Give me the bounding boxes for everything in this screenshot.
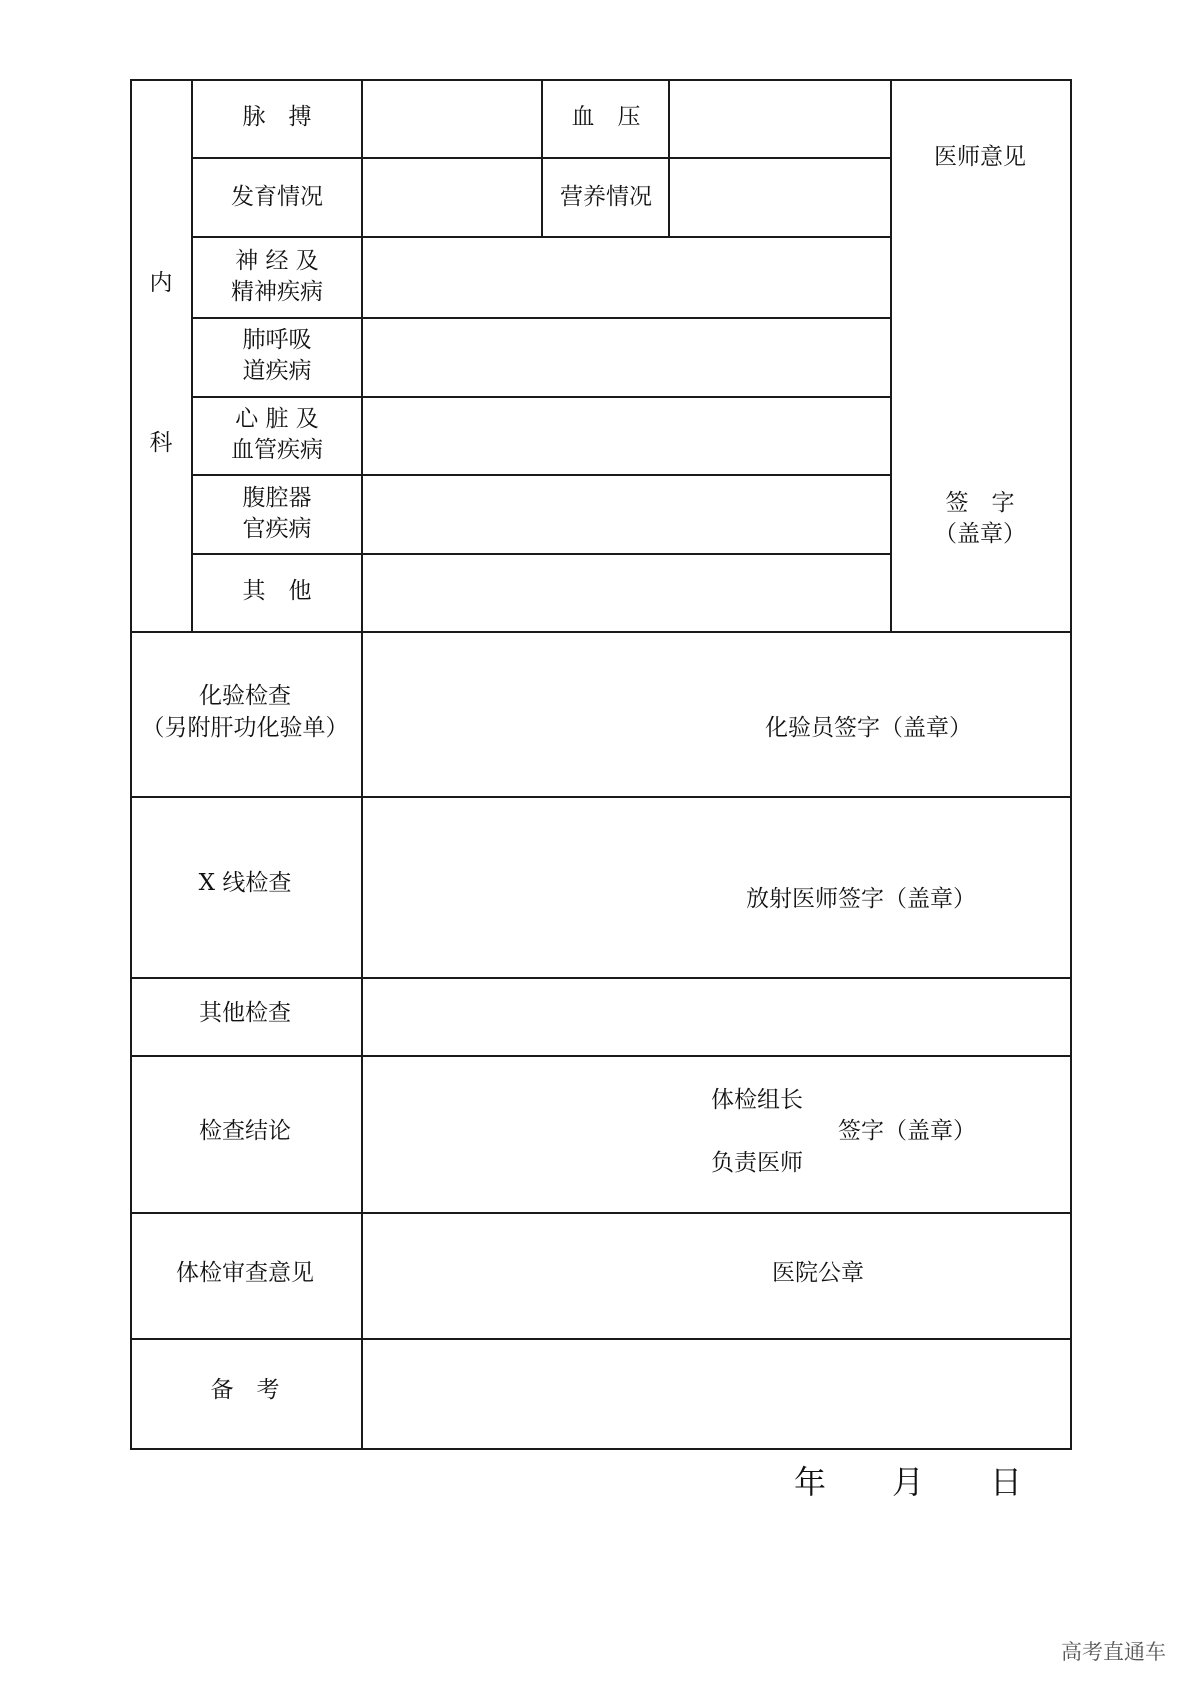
lab-label-line2: （另附肝功化验单） [141, 715, 349, 741]
heart-label-line1: 心 脏 及 [235, 406, 319, 432]
blood-pressure-value-cell[interactable] [670, 81, 889, 156]
section-line [130, 1055, 1071, 1057]
divider-opinion-col [890, 79, 892, 632]
divider-side-label [191, 79, 193, 632]
doctor-opinion-label: 医师意见 [934, 144, 1026, 170]
date-year: 年 [794, 1463, 827, 1501]
date-month: 月 [892, 1463, 925, 1501]
conclusion-doctor-label: 负责医师 [711, 1150, 803, 1176]
date-day: 日 [990, 1463, 1023, 1501]
table-border-right [1070, 79, 1072, 1450]
conclusion-label: 检查结论 [199, 1118, 291, 1144]
development-value-cell[interactable] [363, 159, 540, 235]
pulse-label: 脉 搏 [242, 104, 312, 130]
conclusion-leader-label: 体检组长 [711, 1087, 803, 1113]
remarks-label: 备 考 [210, 1377, 280, 1403]
lab-signer-label: 化验员签字（盖章） [765, 715, 972, 741]
remarks-value-cell[interactable] [363, 1340, 1069, 1447]
other-label: 其 他 [242, 578, 312, 604]
neuro-label-line2: 精神疾病 [231, 279, 323, 305]
lung-value-cell[interactable] [363, 319, 889, 395]
internal-side-label-bottom: 科 [149, 430, 173, 456]
conclusion-signer-label: 签字（盖章） [838, 1118, 976, 1144]
section-line [130, 631, 1071, 633]
table-border-bottom [130, 1448, 1071, 1450]
abdomen-label-line1: 腹腔器 [242, 485, 312, 511]
heart-value-cell[interactable] [363, 398, 889, 473]
section-line [130, 796, 1071, 798]
neuro-value-cell[interactable] [363, 238, 889, 316]
hospital-seal-label: 医院公章 [772, 1260, 864, 1286]
nutrition-label: 营养情况 [560, 184, 652, 210]
abdomen-value-cell[interactable] [363, 476, 889, 552]
xray-signer-label: 放射医师签字（盖章） [746, 886, 976, 912]
table-border-top [130, 79, 1071, 81]
internal-side-label-top: 内 [149, 270, 173, 296]
pulse-value-cell[interactable] [363, 81, 540, 156]
xray-label: X 线检查 [198, 870, 292, 896]
lab-label-line1: 化验检查 [199, 683, 291, 709]
watermark-text: 高考直通车 [1061, 1640, 1166, 1664]
abdomen-label-line2: 官疾病 [242, 516, 312, 542]
section-line [130, 1212, 1071, 1214]
nutrition-value-cell[interactable] [670, 159, 889, 235]
doctor-seal-label: （盖章） [934, 521, 1026, 547]
lung-label-line2: 道疾病 [242, 358, 312, 384]
doctor-signature-label: 签 字 [945, 490, 1015, 516]
heart-label-line2: 血管疾病 [231, 437, 323, 463]
other-exam-value-cell[interactable] [363, 979, 1069, 1054]
review-label: 体检审查意见 [176, 1260, 314, 1286]
development-label: 发育情况 [231, 184, 323, 210]
lung-label-line1: 肺呼吸 [242, 327, 312, 353]
other-exam-label: 其他检查 [199, 1000, 291, 1026]
other-value-cell[interactable] [363, 555, 889, 630]
table-border-left [130, 79, 132, 1450]
neuro-label-line1: 神 经 及 [235, 248, 319, 274]
blood-pressure-label: 血 压 [571, 104, 641, 130]
